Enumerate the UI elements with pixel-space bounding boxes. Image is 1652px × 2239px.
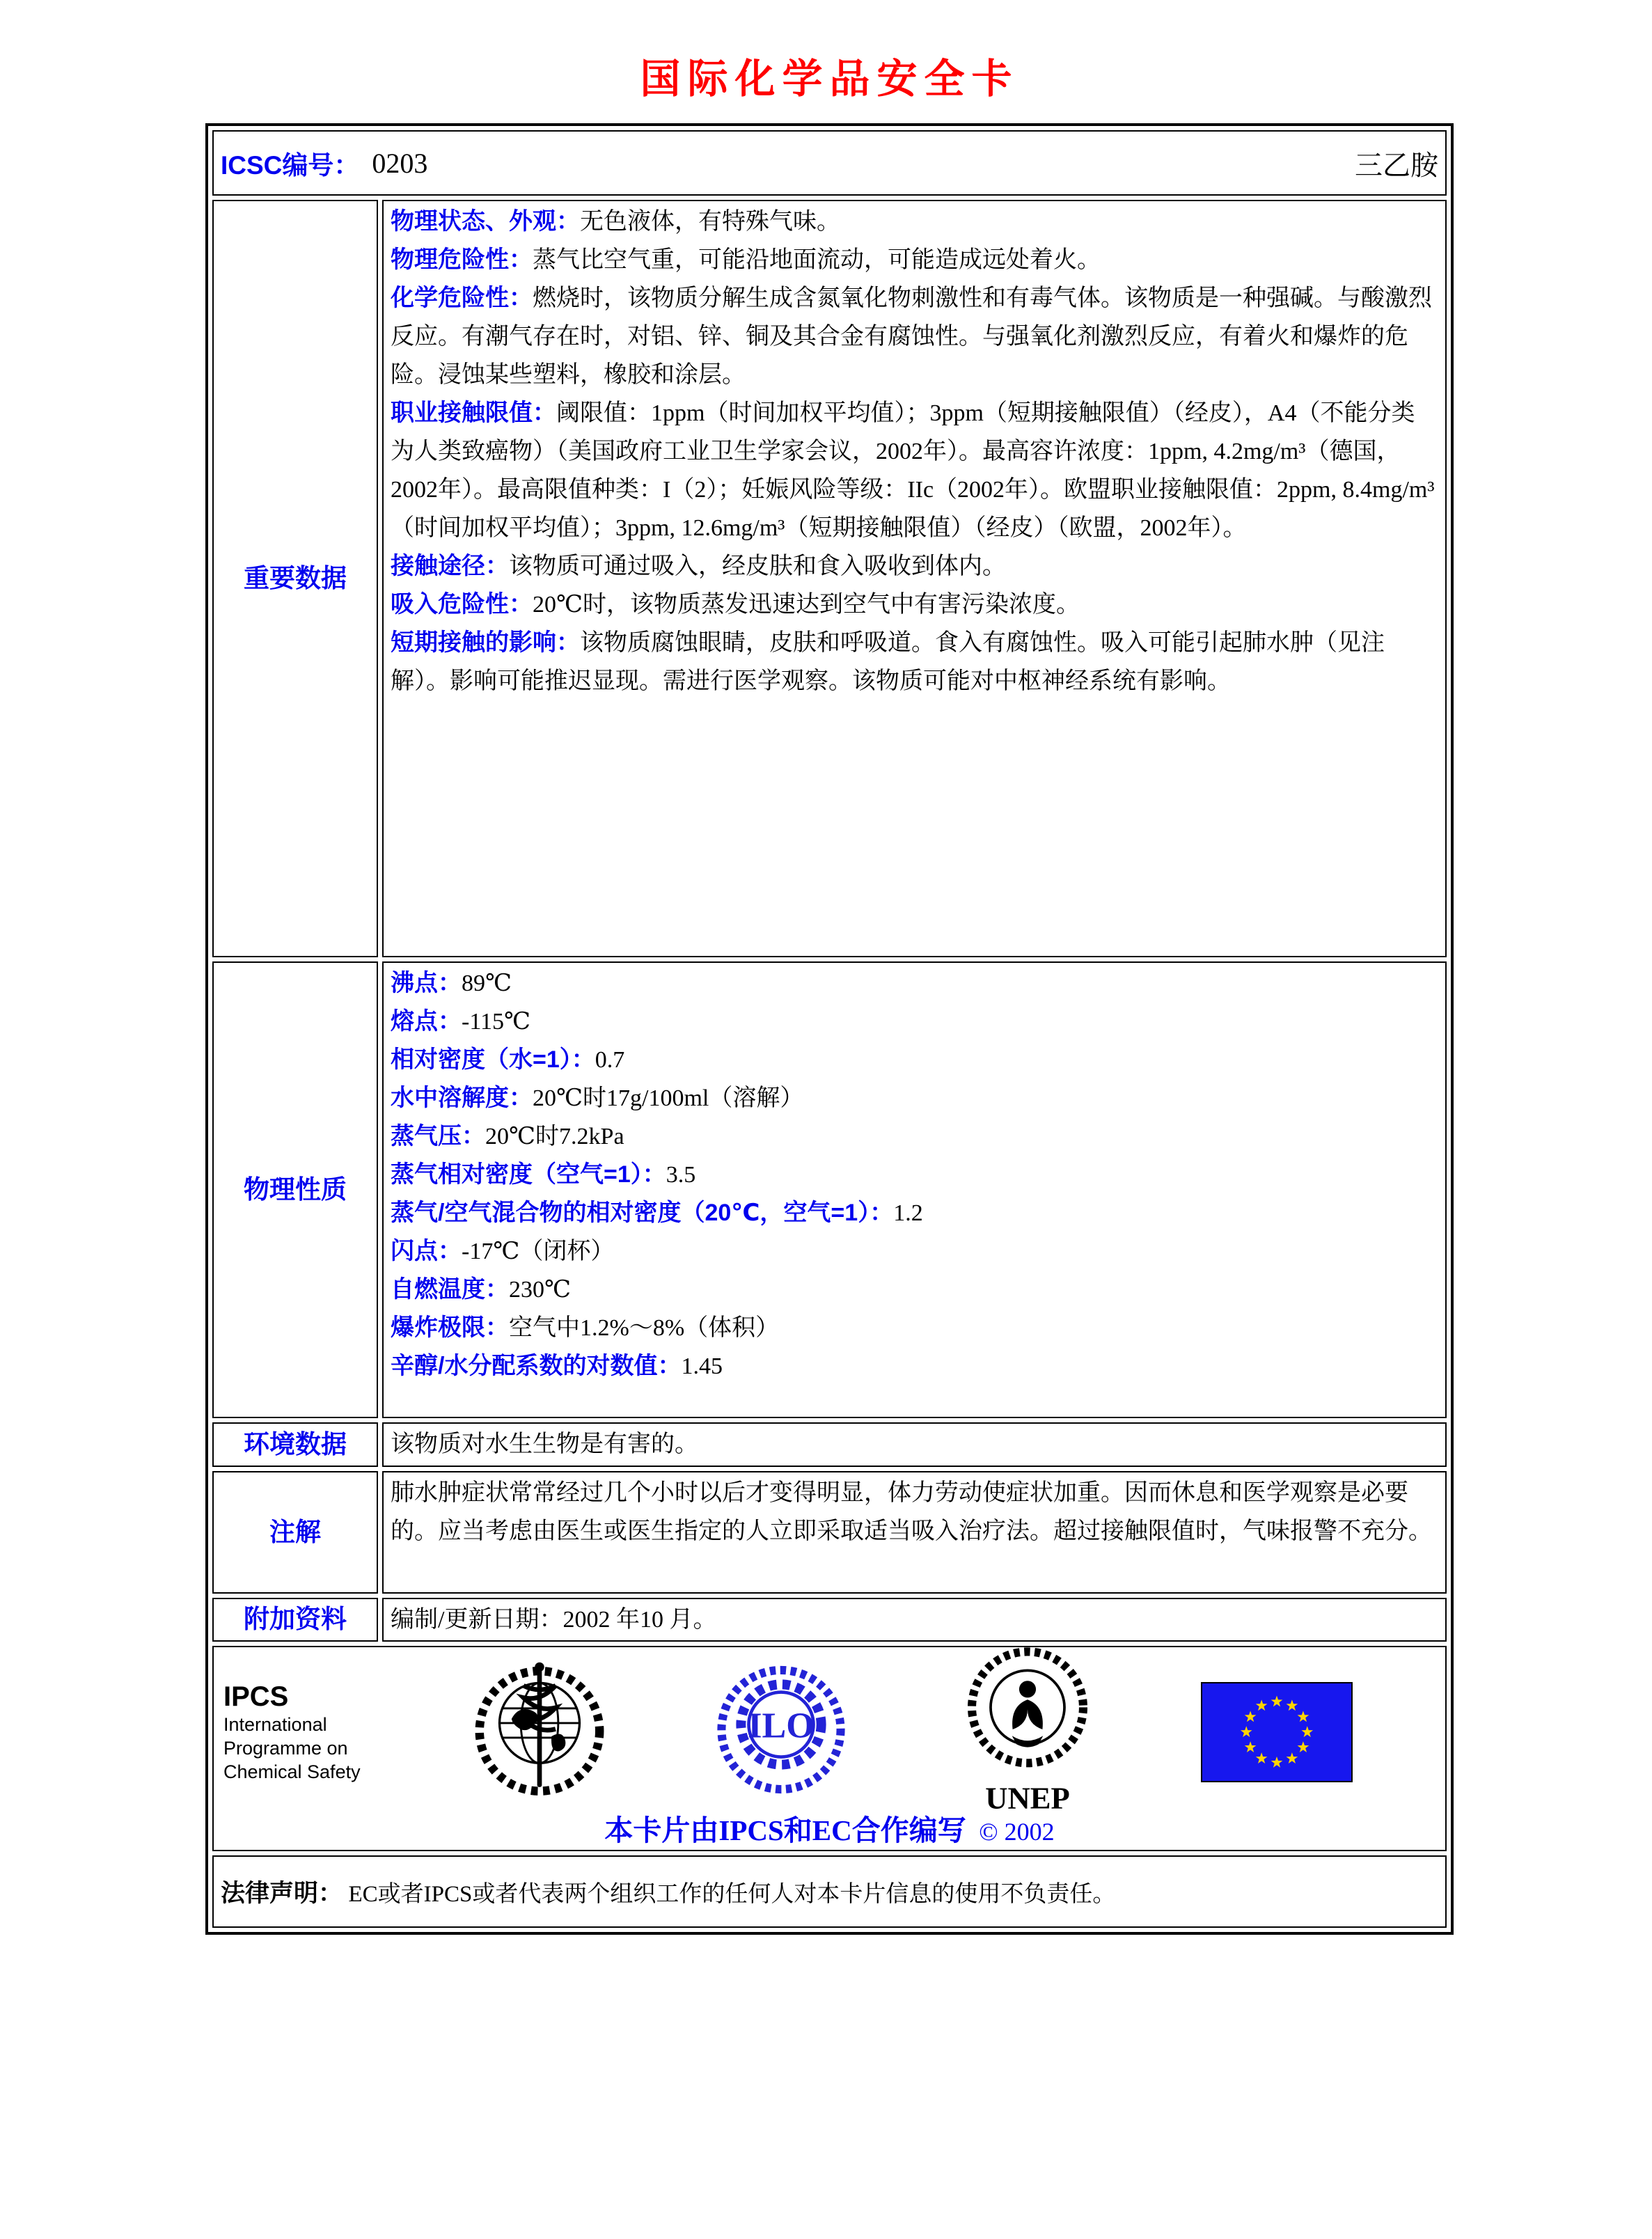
header-cell — [212, 130, 1447, 196]
field-label: 物理危险性： — [391, 246, 533, 273]
property-row — [391, 1041, 1438, 1079]
additional-info-content: 编制/更新日期：2002 年10 月。 — [382, 1598, 1447, 1642]
physical-properties-content — [382, 961, 1447, 1418]
property-label: 蒸气相对密度（空气=1）： — [391, 1161, 666, 1188]
legal-text: EC或者IPCS或者代表两个组织工作的任何人对本卡片信息的使用不负责任。 — [348, 1882, 1116, 1907]
field-label: 接触途径： — [391, 553, 509, 579]
property-label: 蒸气压： — [391, 1123, 485, 1149]
property-value: 3.5 — [666, 1162, 696, 1188]
property-value: 89℃ — [462, 971, 512, 996]
row-physical-properties — [212, 961, 1447, 1418]
unep-caption: UNEP — [985, 1780, 1070, 1815]
property-value: 1.45 — [681, 1353, 723, 1379]
field-label: 职业接触限值： — [391, 400, 556, 426]
field-label: 短期接触的影响： — [391, 629, 580, 656]
property-row — [391, 1194, 1438, 1232]
field-row — [391, 203, 1438, 241]
who-icon — [473, 1658, 606, 1807]
section-label-important-data: 重要数据 — [212, 200, 378, 957]
field-row — [391, 547, 1438, 586]
field-label: 化学危险性： — [391, 285, 533, 311]
ipcs-block — [223, 1681, 406, 1784]
legal-label: 法律声明： — [221, 1880, 343, 1907]
ipcs-subtitle-line2: Programme on — [223, 1738, 348, 1759]
credit-line — [221, 1807, 1438, 1848]
row-notes — [212, 1471, 1447, 1594]
property-value: -115℃ — [462, 1009, 531, 1035]
ipcs-subtitle-line3: Chemical Safety — [223, 1761, 361, 1782]
property-label: 相对密度（水=1）： — [391, 1046, 595, 1073]
legal-cell — [212, 1855, 1447, 1928]
property-value: 0.7 — [595, 1047, 625, 1073]
property-row — [391, 1309, 1438, 1347]
field-row — [391, 279, 1438, 394]
environmental-data-content: 该物质对水生生物是有害的。 — [382, 1422, 1447, 1467]
important-data-content — [382, 200, 1447, 957]
ipcs-subtitle-line1: International — [223, 1714, 327, 1735]
property-row — [391, 964, 1438, 1003]
icsc-card-table — [205, 123, 1454, 1935]
property-row — [391, 1271, 1438, 1309]
field-label: 物理状态、外观： — [391, 208, 580, 235]
row-important-data — [212, 200, 1447, 957]
property-value: 空气中1.2%～8%（体积） — [509, 1315, 780, 1341]
row-additional-info — [212, 1598, 1447, 1642]
property-row — [391, 1232, 1438, 1271]
field-value: 该物质可通过吸入，经皮肤和食入吸收到体内。 — [509, 553, 1006, 579]
property-row — [391, 1079, 1438, 1117]
copyright-text: © 2002 — [979, 1818, 1055, 1846]
eu-flag-icon — [1201, 1682, 1353, 1782]
section-label-physical-properties: 物理性质 — [212, 961, 378, 1418]
ipcs-title: IPCS — [223, 1681, 289, 1712]
field-value: 无色液体，有特殊气味。 — [580, 209, 840, 235]
field-value: 该物质腐蚀眼睛，皮肤和呼吸道。食入有腐蚀性。吸入可能引起肺水肿（见注解）。影响可能推迟显现。需进行医学观察。该物质可能对中枢神经系统有影响。 — [391, 630, 1385, 694]
property-label: 自燃温度： — [391, 1276, 509, 1303]
field-row — [391, 394, 1438, 547]
field-value: 阈限值：1ppm（时间加权平均值）；3ppm（短期接触限值）（经皮），A4（不能分类为人类致癌物）（美国政府工业卫生学家会议，2002年）。最高容许浓度：1ppm, 4.2mg/m³（德国，2002年）。最高限值种类：I（2）；妊娠风险等级：IIc（2002年）。欧盟职业接触限值：2ppm, 8.4mg/m³（时间加权平均值）；3ppm, 12.6mg/m³（短期接触限值）（经皮）（欧盟，2002年）。 — [391, 400, 1435, 541]
ilo-icon — [716, 1658, 846, 1807]
row-environmental-data — [212, 1422, 1447, 1467]
property-label: 蒸气/空气混合物的相对密度（20℃，空气=1）： — [391, 1200, 894, 1226]
credit-text: 本卡片由IPCS和EC合作编写 — [604, 1814, 966, 1846]
property-row — [391, 1003, 1438, 1041]
section-label-notes: 注解 — [212, 1471, 378, 1594]
property-label: 熔点： — [391, 1008, 462, 1035]
property-row — [391, 1156, 1438, 1194]
property-label: 闪点： — [391, 1238, 462, 1264]
page-title: 国际化学品安全卡 — [640, 56, 1019, 102]
field-row — [391, 241, 1438, 279]
property-value: 230℃ — [509, 1277, 572, 1303]
property-label: 爆炸极限： — [391, 1314, 509, 1341]
notes-content: 肺水肿症状常常经过几个小时以后才变得明显，体力劳动使症状加重。因而休息和医学观察是必要的。应当考虑由医生或医生指定的人立即采取适当吸入治疗法。超过接触限值时，气味报警不充分。 — [382, 1471, 1447, 1594]
property-value: 1.2 — [893, 1200, 923, 1226]
field-label: 吸入危险性： — [391, 591, 533, 618]
field-value: 蒸气比空气重，可能沿地面流动，可能造成远处着火。 — [533, 247, 1101, 273]
icsc-number-value: 0203 — [372, 147, 428, 179]
ilo-caption: ILO — [748, 1706, 815, 1746]
field-row — [391, 586, 1438, 624]
logos-cell — [212, 1646, 1447, 1851]
property-row — [391, 1347, 1438, 1385]
property-label: 辛醇/水分配系数的对数值： — [391, 1353, 682, 1379]
field-row — [391, 624, 1438, 700]
header-row — [212, 130, 1447, 196]
property-label: 水中溶解度： — [391, 1085, 533, 1111]
chemical-name: 三乙胺 — [1355, 149, 1438, 181]
field-value: 燃烧时，该物质分解生成含氮氧化物刺激性和有毒气体。该物质是一种强碱。与酸激烈反应。有潮气存在时，对铝、锌、铜及其合金有腐蚀性。与强氧化剂激烈反应，有着火和爆炸的危险。浸蚀某些塑料，橡胶和涂层。 — [391, 285, 1432, 388]
property-row — [391, 1117, 1438, 1156]
row-legal — [212, 1855, 1447, 1928]
row-logos — [212, 1646, 1447, 1851]
unep-icon — [963, 1646, 1092, 1823]
section-label-environmental-data: 环境数据 — [212, 1422, 378, 1467]
field-value: 20℃时，该物质蒸发迅速达到空气中有害污染浓度。 — [533, 592, 1080, 618]
section-label-additional-info: 附加资料 — [212, 1598, 378, 1642]
property-label: 沸点： — [391, 970, 462, 996]
icsc-number-label: ICSC编号： — [221, 151, 360, 180]
property-value: 20℃时17g/100ml（溶解） — [533, 1085, 804, 1111]
property-value: -17℃（闭杯） — [462, 1239, 615, 1264]
property-value: 20℃时7.2kPa — [485, 1124, 624, 1149]
